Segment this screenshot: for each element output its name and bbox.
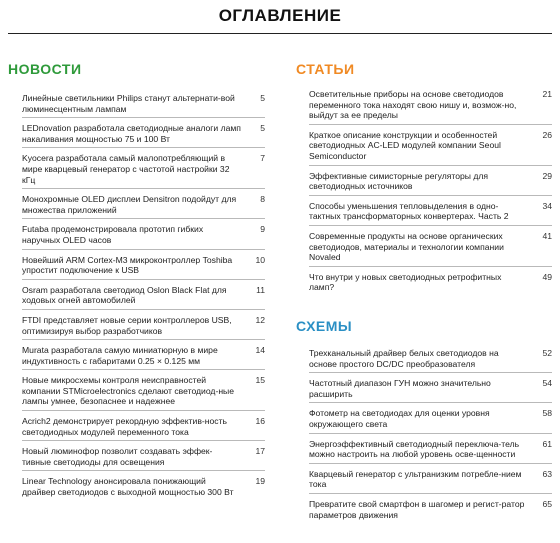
toc-entry-title: Осветительные приборы на основе светодиодов переменного тока находят свою нишу и, возмож-но, выйдут за ее пределы (309, 89, 517, 121)
toc-entry-page: 5 (260, 123, 265, 134)
toc-entry-title: Кварцевый генератор с ультранизким потребле-нием тока (309, 468, 522, 490)
toc-entry[interactable] (309, 170, 552, 196)
toc-entry[interactable] (309, 498, 552, 523)
toc-entry-title: Энергоэффективный светодиодный переключа-тель можно настроить на любой уровень осве-щенности (309, 438, 520, 460)
toc-entry[interactable] (309, 200, 552, 226)
toc-entry-page: 11 (256, 284, 265, 295)
toc-entry[interactable] (22, 223, 265, 249)
toc-entry[interactable] (309, 129, 552, 166)
toc-entry-page: 15 (255, 375, 265, 386)
toc-entry-page: 16 (255, 416, 265, 427)
schemes-heading: СХЕМЫ (296, 318, 353, 334)
toc-entry[interactable] (22, 254, 265, 280)
toc-entry-page: 54 (542, 378, 552, 389)
toc-entry[interactable] (309, 271, 552, 296)
toc-entry-page: 41 (542, 230, 552, 241)
toc-entry-title: Линейные светильники Philips станут альтернати-вой люминесцентным лампам (22, 93, 235, 114)
toc-entry-title: Способы уменьшения тепловыделения в одно-тактных трансформаторных конвертерах. Часть 2 (309, 200, 509, 222)
toc-entry[interactable] (22, 374, 265, 411)
toc-entry-title: LEDnovation разработала светодиодные аналоги ламп накаливания мощностью 75 и 100 Вт (22, 123, 241, 144)
toc-entry-title: Что внутри у новых светодиодных ретрофитных ламп? (309, 271, 502, 293)
toc-entry-title: Превратите свой смартфон в шагомер и регист-ратор параметров движения (309, 498, 525, 520)
toc-entry-title: Частотный диапазон ГУН можно значительно расширить (309, 378, 491, 399)
toc-entry-title: Краткое описание конструкции и особенностей светодиодных AC-LED модулей компании Seoul Semiconductor (309, 129, 501, 161)
articles-list (309, 88, 552, 300)
toc-entry-title: Futaba продемонстрировала прототип гибких наручных OLED часов (22, 224, 204, 245)
toc-entry-page: 26 (542, 129, 552, 140)
news-list (22, 92, 265, 505)
toc-entry[interactable] (22, 445, 265, 471)
toc-entry-title: Murata разработала самую миниатюрную в мире индуктивность с габаритами 0.25 × 0.125 мм (22, 345, 218, 366)
toc-entry-page: 49 (542, 271, 552, 282)
toc-entry-title: Osram разработала светодиод Oslon Black Flat для ходовых огней автомобилей (22, 284, 227, 306)
toc-entry-page: 52 (542, 348, 552, 358)
toc-entry-title: Новые микросхемы контроля неисправностей компании STMicroelectronics сделают светодиод-ные лампы умнее, безопаснее и надежнее (22, 375, 235, 407)
toc-entry[interactable] (309, 347, 552, 373)
toc-entry[interactable] (309, 468, 552, 494)
toc-entry[interactable] (22, 193, 265, 219)
toc-entry-page: 14 (255, 345, 265, 356)
toc-entry-page: 21 (542, 89, 552, 99)
toc-entry-page: 34 (542, 200, 552, 211)
title-divider (8, 33, 552, 34)
toc-entry-title: Новейший ARM Cortex-M3 микроконтроллер Toshiba упростит подключение к USB (22, 254, 233, 276)
toc-entry[interactable] (22, 314, 265, 340)
toc-entry-title: Трехканальный драйвер белых светодиодов на основе простого DC/DC преобразователя (309, 348, 499, 369)
toc-entry[interactable] (22, 284, 265, 310)
toc-entry-page: 5 (260, 93, 265, 103)
toc-entry[interactable] (22, 475, 265, 500)
toc-entry-page: 10 (255, 254, 265, 265)
toc-entry[interactable] (22, 122, 265, 148)
articles-heading: СТАТЬИ (296, 61, 355, 77)
schemes-list (309, 347, 552, 527)
toc-entry-title: Linear Technology анонсировала понижающий драйвер светодиодов с выходной мощностью 300 Вт (22, 476, 234, 498)
toc-entry-page: 17 (255, 446, 265, 457)
toc-entry-page: 12 (255, 314, 265, 325)
toc-entry-title: Kyocera разработала самый малопотребляющий в мире кварцевый генератор с частотой настройки 32 кГц (22, 153, 230, 185)
toc-entry-title: FTDI представляет новые серии контроллеров USB, оптимизируя выбор разработчиков (22, 314, 232, 336)
toc-entry-page: 7 (260, 153, 265, 164)
toc-entry-page: 29 (542, 170, 552, 181)
toc-entry[interactable] (22, 344, 265, 370)
toc-entry-page: 63 (542, 468, 552, 479)
toc-entry-title: Современные продукты на основе органических светодиодов, материалы и технологии компании Novaled (309, 230, 504, 263)
toc-entry-page: 65 (542, 498, 552, 509)
toc-entry-page: 61 (542, 438, 552, 449)
toc-entry[interactable] (309, 407, 552, 433)
toc-entry[interactable] (22, 92, 265, 118)
toc-entry-page: 19 (255, 476, 265, 487)
toc-entry-page: 58 (542, 408, 552, 419)
toc-entry[interactable] (22, 415, 265, 441)
toc-entry-title: Acrich2 демонстрирует рекордную эффектив-ность светодиодных модулей переменного тока (22, 416, 228, 437)
news-heading: НОВОСТИ (8, 61, 82, 77)
toc-entry-title: Монохромные OLED дисплеи Densitron подойдут для множества приложений (22, 194, 237, 215)
toc-entry[interactable] (309, 377, 552, 403)
toc-entry-title: Фотометр на светодиодах для оценки уровня окружающего света (309, 408, 490, 429)
page-title: ОГЛАВЛЕНИЕ (218, 6, 342, 25)
toc-entry[interactable] (22, 152, 265, 189)
toc-entry-page: 8 (260, 194, 265, 205)
toc-entry-title: Новый люминофор позволит создавать эффек-тивные светодиоды для освещения (22, 446, 213, 467)
toc-entry[interactable] (309, 88, 552, 125)
toc-entry-title: Эффективные симисторные регуляторы для светодиодных источников (309, 170, 489, 192)
toc-entry-page: 9 (260, 224, 265, 235)
toc-entry[interactable] (309, 230, 552, 267)
toc-entry[interactable] (309, 438, 552, 464)
